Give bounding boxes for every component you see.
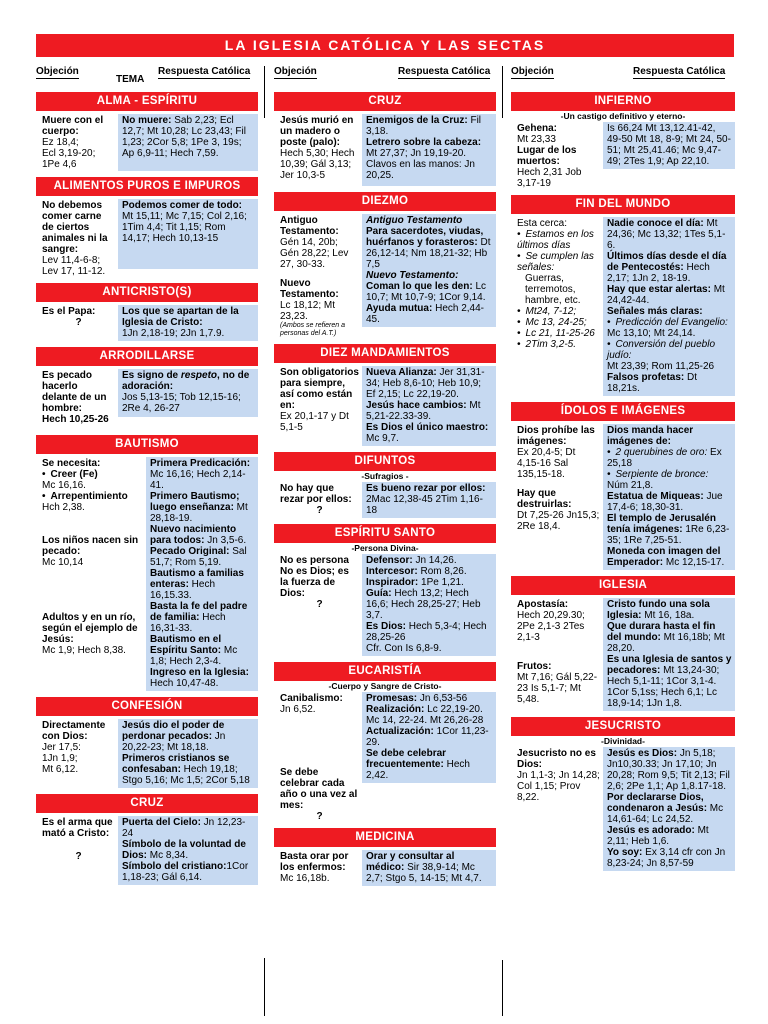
answer-refs: Mc 1,8; Hech 2,3-4. [150, 645, 238, 667]
objection-text: Frutos: [517, 661, 552, 672]
objection-text: Muere con el cuerpo: [42, 115, 104, 137]
answer-title: Los que se apartan de la Iglesia de Cristo: [122, 306, 239, 328]
answer-title: No muere: [122, 115, 172, 126]
answer-title: Basta la fe del padre de familia: [150, 601, 248, 623]
answer-refs: Jos 5,13-15; Tob 12,15-16; 2Re 4, 26-27 [122, 392, 241, 414]
answer [118, 719, 258, 788]
row-alma [36, 114, 258, 171]
column-3 [511, 64, 735, 871]
objection-bullet: • Mc 13, 24-25; [517, 317, 600, 328]
ref: Ecl 3,19-20; [42, 148, 96, 159]
answer [118, 369, 258, 417]
ref: Hech 20,29.30; 2Pe 2,1-3 2Tes 2,1-3 [517, 610, 585, 643]
row-idolos [511, 424, 735, 570]
objection-text: Guerras, terremotos, hambre, etc. [525, 273, 581, 306]
answer-title: Falsos profetas: [607, 372, 685, 383]
answer-title: Orar y consultar al médico: [366, 851, 455, 873]
objection [511, 747, 603, 803]
answer-refs: Mt 16, 18a. [641, 610, 695, 621]
answer-refs: Hech 2,44-45. [366, 303, 485, 325]
objection-text: No debemos comer carne de ciertos animales ni la sangre: [42, 200, 108, 255]
answer [603, 598, 735, 711]
answer [118, 816, 258, 885]
answer-refs: Lc 10,7; Mt 10,7-9; 1Cor 9,14. [366, 281, 487, 303]
answer-title: Inspirador: [366, 577, 419, 588]
ref: Mc 1,9; Hech 8,38. [42, 645, 126, 656]
answer-refs: Mt 16,18b; Mt 28,20. [607, 632, 725, 654]
section-iglesia: IGLESIA [511, 576, 735, 595]
answer-title: Moneda con imagen del Emperador: [607, 546, 721, 568]
column-divider [502, 66, 503, 118]
objection [274, 114, 362, 181]
row-cruz [36, 816, 258, 885]
answer-subtitle: Antiguo Testamento [366, 215, 463, 226]
header-respuesta: Respuesta Católica [633, 66, 726, 77]
answer-refs: Mc 8,34. [147, 850, 189, 861]
objection-bullet: • Estamos en los últimos días [517, 229, 600, 251]
objection-text: Esta cerca: [517, 218, 568, 229]
objection [36, 719, 118, 775]
answer-bullet: • 2 querubines de oro: [607, 447, 707, 458]
answer-bullet: • Serpiente de bronce: [607, 469, 708, 480]
section-subtitle: -Sufragios - [361, 471, 409, 481]
ref: Ex 20,4-5; Dt 4,15-16 Sal 135,15-18. [517, 447, 576, 480]
answer [118, 114, 258, 171]
section-subtitle: -Divinidad- [601, 736, 645, 746]
answer [362, 850, 496, 886]
answer-refs: Mt 13,24-30; Hech 5,1-11; 1Cor 3,1-4. 1Cor 5,1ss; Hech 6,1; Lc 18,9-14; 1Jn 1,8. [607, 665, 720, 709]
answer-title: Símbolo de la voluntad de Dios: [122, 839, 246, 861]
objection-text: Se necesita: [42, 458, 101, 469]
answer-refs: Hech 5,3-4; Hech 28,25-26 [366, 621, 487, 643]
answer-title: Estatua de Miqueas: [607, 491, 704, 502]
section-difuntos: DIFUNTOS [274, 452, 496, 471]
ref: Mt 6,12. [42, 764, 79, 775]
answer-bullet: • Conversión del pueblo judío: [607, 339, 732, 361]
answer-title: Realización: [366, 704, 425, 715]
objection [36, 199, 118, 277]
answer-refs: Mt 23,39; Rom 11,25-26 [607, 361, 715, 372]
objection [36, 114, 118, 170]
answer-refs: Mt 2,11; Heb 1,6. [607, 825, 709, 847]
answer-refs: Núm 21,8. [607, 480, 654, 491]
answer-refs: Jue 17,4-6; 18,30-31. [607, 491, 723, 513]
row-fin [511, 217, 735, 396]
ref: Jer 17,5: [42, 742, 81, 753]
ref: Gén 14, 20b; Gén 28,22; Lev 27, 30-33. [280, 237, 349, 270]
answer-title: Promesas: [366, 693, 418, 704]
column-header [36, 64, 258, 92]
answer-refs: Ex 25,18 [607, 447, 722, 469]
answer-emphasis: respeto [180, 370, 218, 381]
note: (Ambos se refieren a personas del A.T.) [280, 322, 345, 337]
objection [511, 598, 603, 705]
header-objecion: Objeción [274, 66, 317, 77]
objection-text: Antiguo Testamento: [280, 215, 339, 237]
section-confesion: CONFESIÓN [36, 697, 258, 716]
column-2 [274, 64, 496, 886]
section-alma-espiritu: ALMA - ESPÍRITU [36, 92, 258, 111]
section-alimentos: ALIMENTOS PUROS E IMPUROS [36, 177, 258, 196]
answer-refs: Mt 15,11; Mc 7,15; Col 2,16; 1Tim 4,4; Tit 1,15; Rom 14,17; Hech 10,13-15 [122, 211, 247, 244]
answer-refs: 2Mac 12,38-45 2Tim 1,16-18 [366, 494, 483, 516]
row-mandamientos [274, 366, 496, 446]
row-anticristo [36, 305, 258, 341]
objection [36, 457, 146, 656]
row-medicina [274, 850, 496, 886]
answer-refs: Hech 19,18; Stgo 5,16; Mc 1,5; 2Cor 5,18 [122, 764, 250, 786]
column-header [511, 64, 735, 92]
answer [362, 114, 496, 186]
objection [36, 816, 118, 862]
section-subtitle: -Cuerpo y Sangre de Cristo- [328, 681, 442, 691]
objection [274, 692, 362, 822]
answer-title: Bautismo a familias enteras: [150, 568, 244, 590]
answer-refs: Sal 51,7; Rom 5,19. [150, 546, 247, 568]
objection-text: Gehena: [517, 123, 558, 134]
answer [603, 424, 735, 570]
section-cruz: CRUZ [36, 794, 258, 813]
answer-refs: Hech 16,31-33. [150, 612, 226, 634]
section-bautismo: BAUTISMO [36, 435, 258, 454]
answer-title: Es Dios: [366, 621, 407, 632]
objection-text: Dios prohíbe las imágenes: [517, 425, 595, 447]
answer-refs: Ex 3,14 cfr con Jn 8,23-24; Jn 8,57-59 [607, 847, 726, 869]
answer-refs: Jn 12,23-24 [122, 817, 246, 839]
answer-refs: 1Jn 2,18-19; 2Jn 1,7.9. [122, 328, 225, 339]
answer-refs: Dt 26,12-14; Nm 18,21-32; Hb 7,5 [366, 237, 491, 270]
objection-bullet: • Arrepentimiento [42, 491, 143, 502]
answer-title: Puerta del Cielo: [122, 817, 201, 828]
header-objecion: Objeción [36, 66, 79, 77]
section-fin-del-mundo: FIN DEL MUNDO [511, 195, 735, 214]
answer-title: Jesús es adorado: [607, 825, 695, 836]
section-anticristo: ANTICRISTO(S) [36, 283, 258, 302]
answer-title: Ingreso en la Iglesia: [150, 667, 249, 678]
answer-title: Nadie conoce el día: [607, 218, 704, 229]
answer-title: Es Dios el único maestro: [366, 422, 489, 433]
ref: 1Jn 1,9; [42, 753, 78, 764]
answer [362, 214, 496, 327]
ref: Hech 5,30; Hech 10,39; Gál 3,13; Jer 10,3-5 [280, 148, 355, 181]
row-alimentos [36, 199, 258, 277]
ref: Hch 2,38. [42, 502, 85, 513]
answer-refs: Jn 14,26. [412, 555, 457, 566]
answer-title: Ayuda mutua: [366, 303, 433, 314]
objection-text: Directamente con Dios: [42, 720, 106, 742]
objection-text: No es Dios; es la fuerza de Dios: [280, 566, 349, 599]
answer-title: Jesús dio el poder de perdonar pecados: [122, 720, 225, 742]
answer-refs: Mt 24,42-44. [607, 284, 725, 306]
answer-title: Jesús es Dios: [607, 748, 678, 759]
answer-refs: Hech 13,2; Hech 16,6; Hech 28,25-27; Heb 3,7. [366, 588, 481, 621]
answer-refs: Mc 14,61-64; Lc 24,52. [607, 803, 724, 825]
answer-title: Bautismo en el Espíritu Santo: [150, 634, 222, 656]
section-diez-mandamientos: DIEZ MANDAMIENTOS [274, 344, 496, 363]
objection-text: Son obligatorios para siempre, así como están en: [280, 367, 359, 411]
answer-refs: Cfr. Con Is 6,8-9. [366, 643, 442, 654]
answer [603, 747, 735, 871]
objection-bullet: • Lc 21, 11-25-26 [517, 328, 600, 339]
answer-title: Es signo de [122, 370, 181, 381]
answer-title: El templo de Jerusalén tenía imágenes: [607, 513, 716, 535]
column-header [274, 64, 496, 92]
answer-title: Yo soy: [607, 847, 643, 858]
column-1 [36, 64, 258, 885]
answer-refs: Mt 5,21-22.33-39. [366, 400, 481, 422]
section-cruz-2: CRUZ [274, 92, 496, 111]
objection-text: Apostasía: [517, 599, 569, 610]
objection-bullet: • 2Tim 3,2-5. [517, 339, 600, 350]
question-mark: ? [316, 811, 323, 822]
answer-refs: Dt 18,21s. [607, 372, 698, 394]
answer-refs: 1Re 6,23-35; 1Re 7,25-51. [607, 524, 730, 546]
answer-title: Cristo fundo una sola Iglesia: [607, 599, 710, 621]
row-jesucristo [511, 747, 735, 871]
answer-title: Jesús hace cambios: [366, 400, 467, 411]
ref: Jn 6,52. [280, 704, 316, 715]
objection-text: Lugar de los muertos: [517, 145, 577, 167]
question-mark: ? [316, 599, 323, 610]
ref: Mc 16,16. [42, 480, 86, 491]
answer [118, 305, 258, 341]
answer-refs: 1Pe 1,21. [418, 577, 464, 588]
section-subtitle: -Persona Divina- [351, 543, 419, 553]
answer-refs: Mc 13,10; Mt 24,14. [607, 328, 696, 339]
row-cruz-2 [274, 114, 496, 186]
section-espiritu-santo: ESPÍRITU SANTO [274, 524, 496, 543]
answer-refs: Hech 10,47-48. [150, 678, 219, 689]
objection [511, 217, 603, 350]
answer-refs: Jn 3,5-6. [204, 535, 247, 546]
answer-title: Que durara hasta el fin del mundo: [607, 621, 716, 643]
section-idolos-imagenes: ÍDOLOS E IMÁGENES [511, 402, 735, 421]
answer-refs: Mc 12,15-17. [663, 557, 725, 568]
objection-text: No es persona [280, 555, 349, 566]
row-diezmo [274, 214, 496, 338]
objection [511, 122, 603, 189]
answer-refs: Sir 38,9-14; Mc 2,7; Stgo 5, 14-15; Mt 4,7. [366, 862, 482, 884]
header-tema: TEMA [116, 74, 145, 85]
answer-refs: Jn 5,18; Jn10,30.33; Jn 17,10; Jn 20,28; Rom 9,5; Tit 2,13; Fil 2,6; 2Pe 1,1; Ap 1,8.17-18. [607, 748, 730, 792]
answer-title: Nuevo nacimiento para todos: [150, 524, 237, 546]
answer-refs: Mt 24,36; Mc 13,32; 1Tes 5,1-6. [607, 218, 726, 251]
answer-bullet: • Predicción del Evangelio: [607, 317, 732, 328]
objection-text: Los niños nacen sin pecado: [42, 535, 139, 557]
row-infierno [511, 122, 735, 189]
ref: Ex 20,1-17 y Dt 5,1-5 [280, 411, 349, 433]
section-arrodillarse: ARRODILLARSE [36, 347, 258, 366]
answer [118, 199, 258, 269]
answer-title: Guía: [366, 588, 392, 599]
objection-text: Basta orar por los enfermos: [280, 851, 349, 873]
objection-text: Es el arma que mató a Cristo: [42, 817, 113, 839]
question-mark: ? [316, 505, 323, 516]
answer-refs: Hech 2,17; 1Jn 2, 18-19. [607, 262, 710, 284]
answer-refs: Mc 16,16; Hech 2,14-41. [150, 469, 246, 491]
ref: Mt 23,33 [517, 134, 556, 145]
objection [274, 482, 362, 516]
column-divider [264, 958, 265, 1016]
objection-text: Es el Papa: [42, 306, 96, 317]
objection-bullet: • Se cumplen las señales: [517, 251, 600, 273]
objection-text: Se debe celebrar cada año o una vez al mes: [280, 767, 358, 811]
section-medicina: MEDICINA [274, 828, 496, 847]
answer-refs: Mt 28,18-19. [150, 502, 248, 524]
answer-title: Señales más claras: [607, 306, 703, 317]
answer-title: Pecado Original: [150, 546, 230, 557]
objection-text: Nuevo Testamento: [280, 278, 339, 300]
row-arrodillarse [36, 369, 258, 425]
answer-title: Por declararse Dios, condenaron a Jesús: [607, 792, 708, 814]
ref: Lc 18,12; Mt 23,23. [280, 300, 336, 322]
section-infierno: INFIERNO [511, 92, 735, 111]
answer-refs: Hech 16,15.33. [150, 579, 216, 601]
answer [603, 217, 735, 396]
objection-bullet: • Mt24, 7-12; [517, 306, 600, 317]
answer-refs: Jn 6,53-56 [417, 693, 468, 704]
objection [274, 214, 362, 338]
answer-title: Enemigos de la Cruz: [366, 115, 468, 126]
answer-title: Nueva Alianza: [366, 367, 437, 378]
answer [362, 482, 496, 518]
answer-title: Actualización: [366, 726, 434, 737]
ref: Hech 10,25-26 [42, 414, 109, 425]
row-bautismo [36, 457, 258, 691]
objection [36, 369, 118, 425]
column-divider [264, 66, 265, 118]
row-iglesia [511, 598, 735, 711]
column-divider [502, 960, 503, 1016]
objection-text: Hay que destruirlas: [517, 488, 572, 510]
objection-text: No hay que rezar por ellos: [280, 483, 352, 505]
answer-title: Dios manda hacer imágenes de: [607, 425, 694, 447]
section-eucaristia: EUCARISTÍA [274, 662, 496, 681]
answer-refs: 1Cor 1,18-23; Gál 6,14. [122, 861, 249, 883]
answer-title: Últimos días desde el día de Pentecostés: [607, 251, 727, 273]
objection [36, 305, 118, 328]
answer-title: Primera Predicación: [150, 458, 251, 469]
answer-refs: Mt 27,37; Jn 19,19-20. [366, 148, 467, 159]
answer-title: Defensor: [366, 555, 413, 566]
answer-title: Se debe celebrar frecuentemente: [366, 748, 447, 770]
row-eucaristia [274, 692, 496, 822]
answer-title: Primeros cristianos se confesaban: [122, 753, 230, 775]
header-respuesta: Respuesta Católica [158, 66, 251, 77]
objection-bullet: • Creer (Fe) [42, 469, 143, 480]
answer-refs: Lc 22,19-20. Mc 14, 22-24. Mt 26,26-28 [366, 704, 484, 726]
answer-title: Es bueno rezar por ellos: [366, 483, 486, 494]
section-jesucristo: JESUCRISTO [511, 717, 735, 736]
page-title: LA IGLESIA CATÓLICA Y LAS SECTAS [36, 34, 734, 57]
answer-refs: Jn 20,22-23; Mt 18,18. [122, 731, 226, 753]
objection-text: Jesucristo no es Dios: [517, 748, 596, 770]
objection [274, 850, 362, 884]
objection-text: Es pecado hacerlo delante de un hombre: [42, 370, 107, 414]
answer-refs: Rom 8,26. [417, 566, 467, 577]
objection-text: Canibalismo: [280, 693, 343, 704]
ref: Ez 18,4; [42, 137, 79, 148]
answer-refs: Fil 3,18. [366, 115, 482, 137]
answer-refs: Hech 2,42. [366, 759, 470, 781]
answer-subtitle: Nuevo Testamento: [366, 270, 459, 281]
ref: Jn 1,1-3; Jn 14,28; Col 1,15; Prov 8,22. [517, 770, 600, 803]
header-respuesta: Respuesta Católica [398, 66, 491, 77]
answer-title: Es una Iglesia de santos y pecadores: [607, 654, 732, 676]
header-objecion: Objeción [511, 66, 554, 77]
answer [146, 457, 258, 691]
answer-title: Coman lo que les den: [366, 281, 473, 292]
objection [274, 366, 362, 433]
answer [362, 366, 496, 446]
ref: Lev 11,4-6-8; Lev 17, 11-12. [42, 255, 106, 277]
objection [511, 424, 603, 532]
section-diezmo: DIEZMO [274, 192, 496, 211]
ref: Mt 7,16; Gál 5,22-23 Is 5,1-7; Mt 5,48. [517, 672, 598, 705]
answer-refs: Clavos en las manos: Jn 20,25. [366, 159, 475, 181]
ref: 1Pe 4,6 [42, 159, 77, 170]
answer-title: Letrero sobre la cabeza: [366, 137, 482, 148]
answer-refs: 1Cor 11,23-29. [366, 726, 489, 748]
ref: Mc 10,14 [42, 557, 84, 568]
row-espiritu [274, 554, 496, 656]
section-subtitle: -Un castigo definitivo y eterno- [560, 111, 686, 121]
answer: Is 66,24 Mt 13,12.41-42, 49-50 Mt 18, 8-9; Mt 24, 50-51; Mt 25,41.46; Mc 9,47-49; 2Tes 1,9; Ap 22,10. [603, 122, 735, 169]
row-confesion [36, 719, 258, 788]
answer-title: Intercesor: [366, 566, 418, 577]
answer-title: Para sacerdotes, viudas, huérfanos y forasteros: [366, 226, 484, 248]
question-mark: ? [75, 317, 82, 328]
ref: Dt 7,25-26 Jn15,3; 2Re 18,4. [517, 510, 600, 532]
objection-text: Adultos y en un río, según el ejemplo de Jesús: [42, 612, 138, 645]
objection-text: Jesús murió en un madero o poste (palo): [280, 115, 354, 148]
answer-title: , no de adoración: [122, 370, 250, 392]
answer-refs: Sab 2,23; Ecl 12,7; Mt 10,28; Lc 23,43; Fil 1,23; 2Cor 5,8; 1Pe 3, 19s; Ap 6,9-11; Hech 7,59. [122, 115, 246, 159]
answer-refs: Jer 31,31-34; Heb 8,6-10; Heb 10,9; Ef 2,15; Lc 22,19-20. [366, 367, 485, 400]
question-mark: ? [75, 851, 82, 862]
answer-title: Símbolo del cristiano: [122, 861, 227, 872]
answer-title: Podemos comer de todo: [122, 200, 243, 211]
answer [362, 692, 496, 783]
answer-title: Hay que estar alertas: [607, 284, 711, 295]
answer-refs: Mc 9,7. [366, 433, 399, 444]
answer [362, 554, 496, 656]
objection [274, 554, 362, 610]
row-difuntos [274, 482, 496, 518]
ref: Mc 16,18b. [280, 873, 330, 884]
answer-title: Primero Bautismo; luego enseñanza: [150, 491, 240, 513]
ref: Hech 2,31 Job 3,17-19 [517, 167, 582, 189]
